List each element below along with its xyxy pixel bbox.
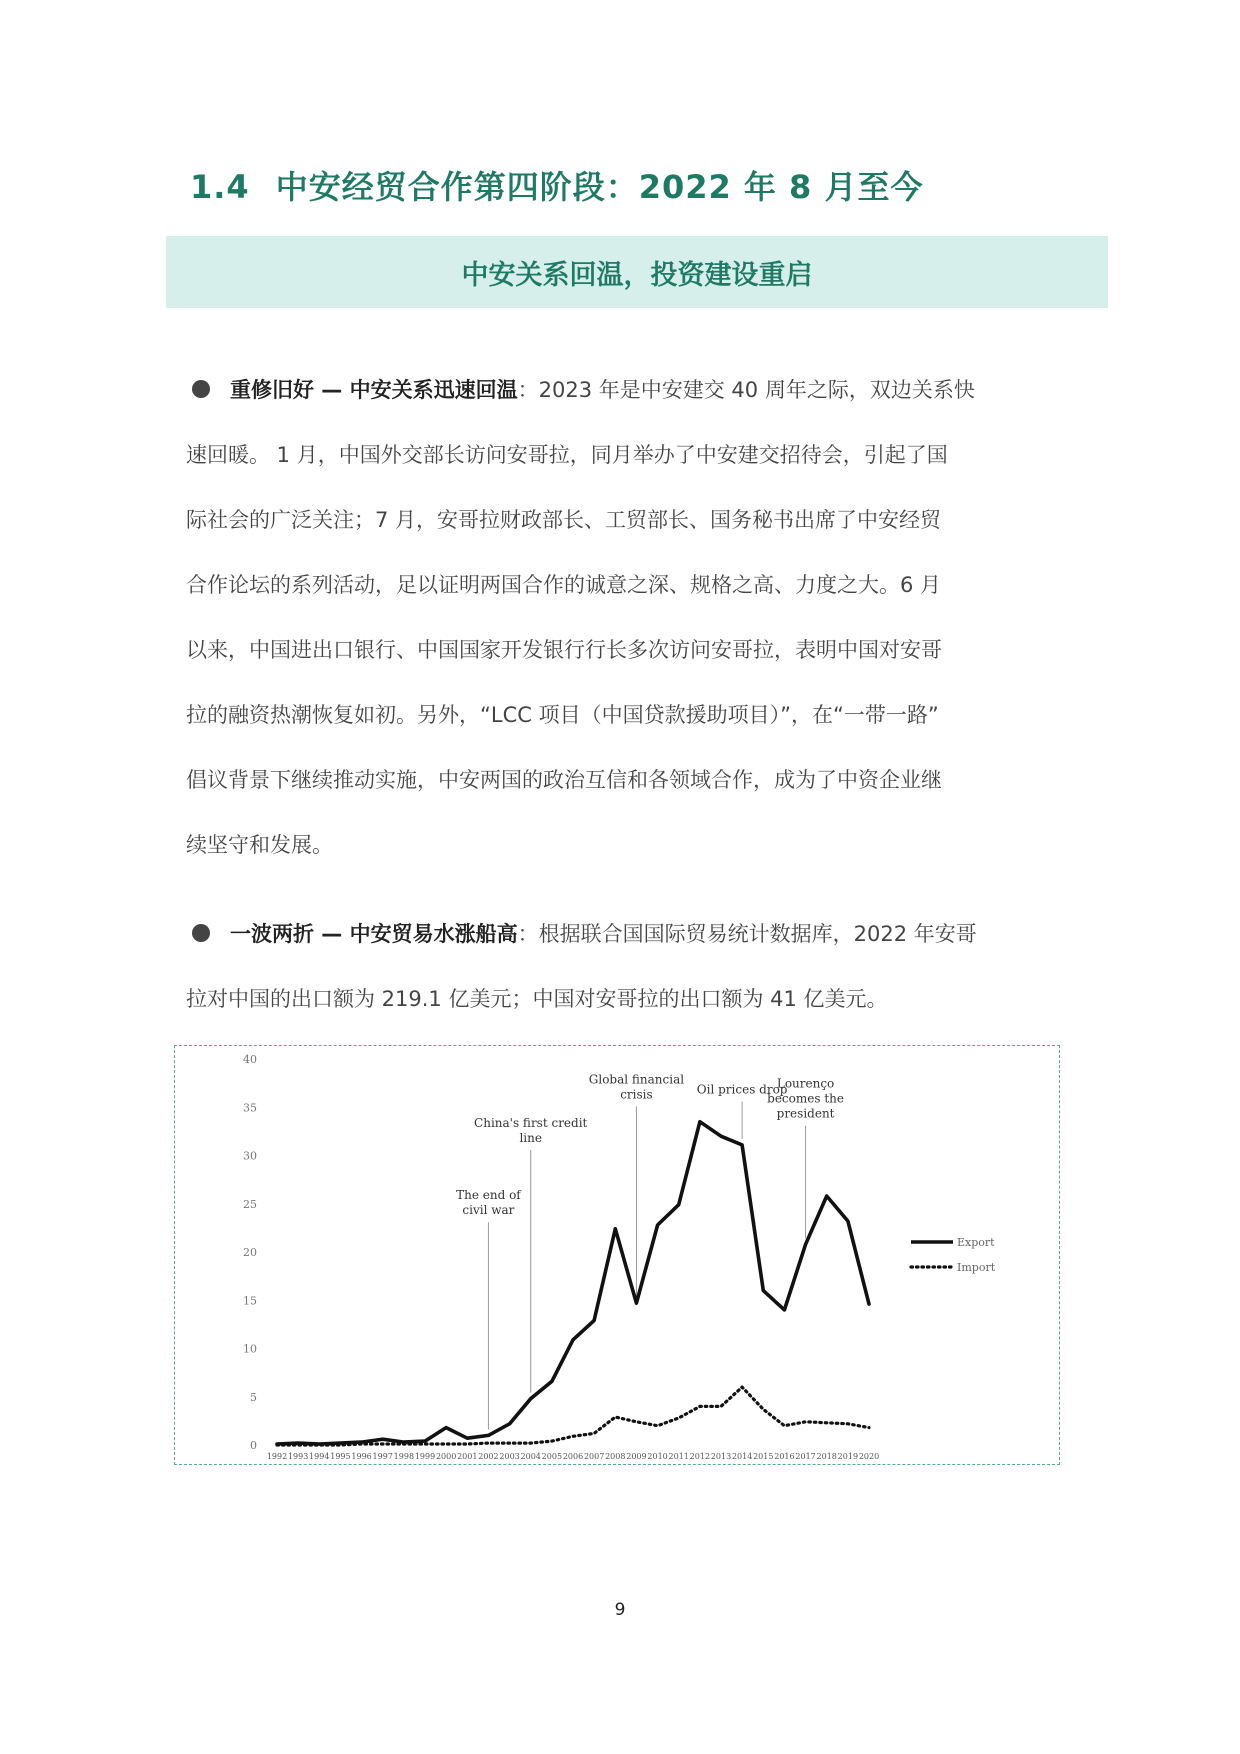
annotation-label: line: [519, 1130, 542, 1145]
y-tick-label: 40: [243, 1053, 257, 1066]
x-tick-label: 2020: [858, 1452, 880, 1461]
annotation-label: civil war: [462, 1203, 515, 1218]
section-number: 1.4: [190, 168, 250, 206]
paragraph-relations: [186, 358, 1086, 878]
annotation-label: The end of: [456, 1188, 521, 1203]
annotation-label: Oil prices drop: [696, 1082, 788, 1097]
section-heading: [190, 162, 923, 208]
y-tick-label: 10: [243, 1342, 257, 1356]
series-line-import: [277, 1387, 869, 1445]
annotation-label: Global financial: [588, 1072, 685, 1087]
annotation-label: Lourenço: [776, 1076, 835, 1091]
x-tick-label: 2008: [605, 1452, 626, 1461]
paragraph-line: 速回暖。 1 月，中国外交部长访问安哥拉，同月举办了中安建交招待会，引起了国: [186, 443, 948, 467]
x-tick-label: 2006: [562, 1452, 584, 1461]
trade-chart: [174, 1045, 1060, 1465]
x-tick-label: 2011: [668, 1452, 689, 1461]
paragraph-lead: 一波两折 — 中安贸易水涨船高: [230, 922, 518, 946]
x-tick-label: 2002: [478, 1452, 499, 1461]
y-tick-label: 25: [243, 1197, 257, 1211]
x-tick-label: 1997: [372, 1452, 393, 1461]
x-tick-label: 2010: [647, 1452, 668, 1461]
x-tick-label: 1999: [414, 1452, 436, 1461]
bullet-icon: [192, 380, 210, 398]
paragraph-line: 合作论坛的系列活动，足以证明两国合作的诚意之深、规格之高、力度之大。6 月: [186, 573, 942, 597]
paragraph-line: 拉对中国的出口额为 219.1 亿美元；中国对安哥拉的出口额为 41 亿美元。: [186, 987, 888, 1011]
paragraph-line: 际社会的广泛关注；7 月，安哥拉财政部长、工贸部长、国务秘书出席了中安经贸: [186, 508, 942, 532]
x-tick-label: 2005: [541, 1452, 563, 1461]
y-tick-label: 35: [243, 1101, 257, 1115]
paragraph-line: 续坚守和发展。: [186, 833, 333, 857]
annotation-label: China's first credit: [474, 1115, 588, 1130]
x-tick-label: 2017: [795, 1452, 816, 1461]
x-tick-label: 2004: [520, 1452, 541, 1461]
x-tick-label: 2016: [774, 1452, 795, 1461]
x-tick-label: 1992: [266, 1452, 288, 1461]
x-tick-label: 2012: [689, 1452, 711, 1461]
annotation-label: president: [776, 1106, 835, 1121]
paragraph-line: 倡议背景下继续推动实施，中安两国的政治互信和各领域合作，成为了中资企业继: [186, 768, 942, 792]
subtitle-banner: [166, 236, 1108, 308]
x-tick-label: 1994: [309, 1452, 330, 1461]
x-tick-label: 2009: [626, 1452, 647, 1461]
y-tick-label: 30: [243, 1149, 257, 1163]
x-tick-label: 2014: [731, 1452, 753, 1461]
legend-label: Import: [957, 1261, 996, 1274]
trade-line-chart: [175, 1046, 1059, 1464]
y-tick-label: 20: [243, 1246, 257, 1259]
x-tick-label: 2015: [753, 1452, 774, 1461]
paragraph-line: [186, 358, 1086, 423]
x-tick-label: 1993: [287, 1452, 309, 1461]
x-tick-label: 2018: [816, 1452, 837, 1461]
x-tick-label: 2003: [499, 1452, 520, 1461]
x-tick-label: 2019: [837, 1452, 859, 1461]
paragraph-line: 以来，中国进出口银行、中国国家开发银行行长多次访问安哥拉，表明中国对安哥: [186, 638, 942, 662]
paragraph-line: 拉的融资热潮恢复如初。另外，“LCC 项目（中国贷款援助项目）”，在“一带一路”: [186, 703, 939, 727]
y-tick-label: 5: [250, 1390, 257, 1404]
annotation-label: crisis: [620, 1087, 653, 1102]
x-tick-label: 1995: [330, 1452, 351, 1461]
y-tick-label: 0: [250, 1439, 257, 1452]
x-tick-label: 2000: [435, 1452, 457, 1461]
y-tick-label: 15: [243, 1294, 257, 1308]
paragraph-text: ：2023 年是中安建交 40 周年之际，双边关系快: [517, 378, 975, 402]
paragraph-line: [186, 902, 1086, 967]
x-tick-label: 1996: [351, 1452, 372, 1461]
x-tick-label: 1998: [393, 1452, 415, 1461]
series-line-export: [277, 1122, 869, 1444]
x-tick-label: 2007: [583, 1452, 605, 1461]
paragraph-lead: 重修旧好 — 中安关系迅速回温: [230, 378, 518, 402]
annotation-label: becomes the: [767, 1091, 844, 1106]
x-tick-label: 2001: [457, 1452, 478, 1461]
page-number: 9: [614, 1600, 626, 1620]
x-tick-label: 2013: [710, 1452, 732, 1461]
paragraph-trade: [186, 902, 1086, 1032]
section-title-text: 中安经贸合作第四阶段：2022 年 8 月至今: [275, 168, 924, 206]
legend-label: Export: [957, 1236, 995, 1249]
banner-text: 中安关系回温，投资建设重启: [461, 259, 813, 291]
bullet-icon: [192, 924, 210, 942]
paragraph-text: ：根据联合国国际贸易统计数据库，2022 年安哥: [517, 922, 977, 946]
